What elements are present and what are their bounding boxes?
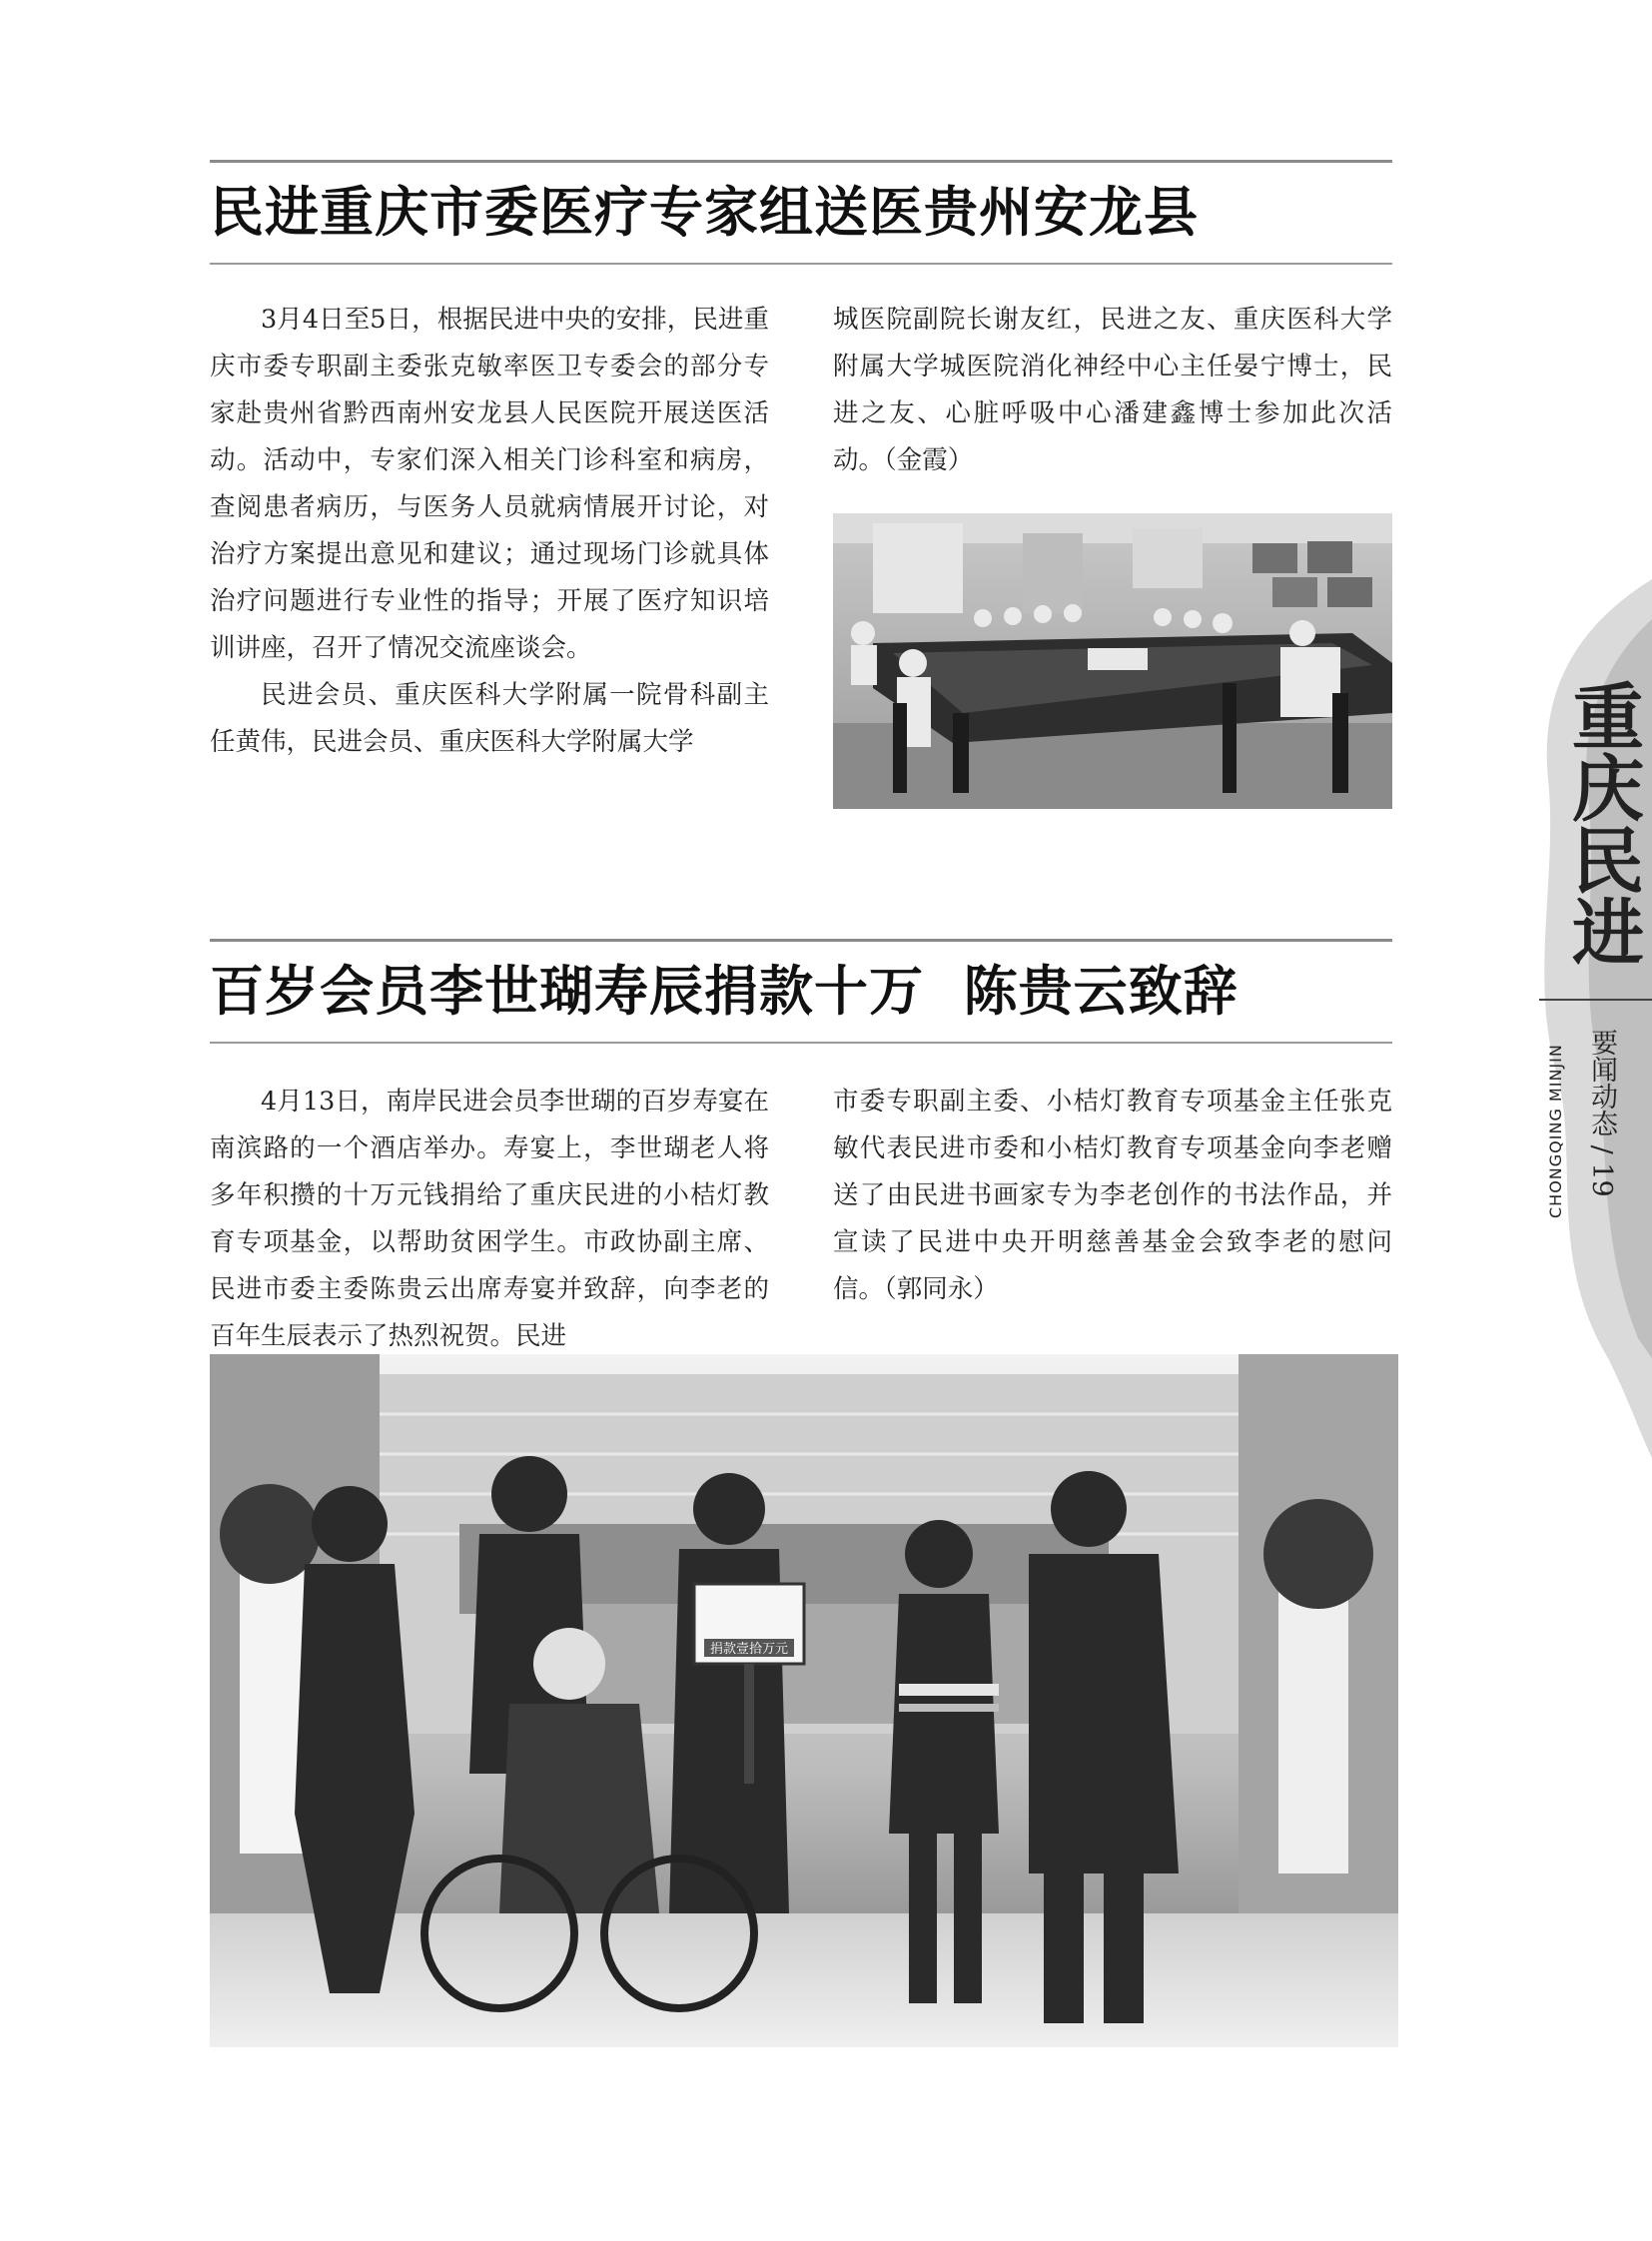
article1-paragraph-2: 民进会员、重庆医科大学附属一院骨科副主任黄伟，民进会员、重庆医科大学附属大学 (210, 680, 769, 757)
article2-column-left (210, 1079, 769, 1360)
article2-column-right (833, 1079, 1392, 1313)
article1-paragraph-1: 3月4日至5日，根据民进中央的安排，民进重庆市委专职副主委张克敏率医卫专委会的部分专家赴贵州省黔西南州安龙县人民医院开展送医活动。活动中，专家们深入相关门诊科室和病房，查阅患者病历，与医务人员就病情展开讨论，对治疗方案提出意见和建议；通过现场门诊就具体治疗问题进行专业性的指导；开展了医疗知识培训讲座，召开了情况交流座谈会。 (210, 305, 769, 663)
article2-title: 百岁会员李世瑚寿辰捐款十万 陈贵云致辞 (210, 960, 1239, 1023)
donation-sign: 捐款壹拾万元 (709, 1642, 789, 1657)
article1-column-right (833, 297, 1392, 484)
title-underline-1 (210, 263, 1392, 265)
title-underline-2 (210, 1042, 1392, 1044)
article1-column-left (210, 297, 769, 766)
side-rule (1539, 999, 1652, 1001)
meeting-photo (833, 513, 1392, 809)
article2-paragraph-2: 市委专职副主委、小桔灯教育专项基金主任张克敏代表民进市委和小桔灯教育专项基金向李老赠送了由民进书画家专为李老创作的书法作品，并宣读了民进中央开明慈善基金会致李老的慰问信。（郭同永） (833, 1087, 1392, 1304)
section-page-label: 要闻动态 / 19 (1586, 1029, 1617, 1197)
article1-title: 民进重庆市委医疗专家组送医贵州安龙县 (210, 181, 1199, 244)
article1-paragraph-3: 城医院副院长谢友红，民进之友、重庆医科大学附属大学城医院消化神经中心主任晏宁博士，民进之友、心脏呼吸中心潘建鑫博士参加此次活动。（金霞） (833, 305, 1392, 475)
article2-paragraph-1: 4月13日，南岸民进会员李世瑚的百岁寿宴在南滨路的一个酒店举办。寿宴上，李世瑚老人将多年积攒的十万元钱捐给了重庆民进的小桔灯教育专项基金，以帮助贫困学生。市政协副主席、民进市委主委陈贵云出席寿宴并致辞，向李老的百年生辰表示了热烈祝贺。民进 (210, 1087, 769, 1351)
masthead-english: CHONGQING MINJIN (1546, 1044, 1565, 1218)
top-rule-1 (210, 160, 1392, 163)
masthead-calligraphy: 重庆民进 (1560, 679, 1645, 967)
meeting-photo-image (833, 513, 1392, 809)
top-rule-2 (210, 939, 1392, 942)
birthday-photo-image (210, 1354, 1398, 2047)
birthday-photo (210, 1354, 1398, 2047)
